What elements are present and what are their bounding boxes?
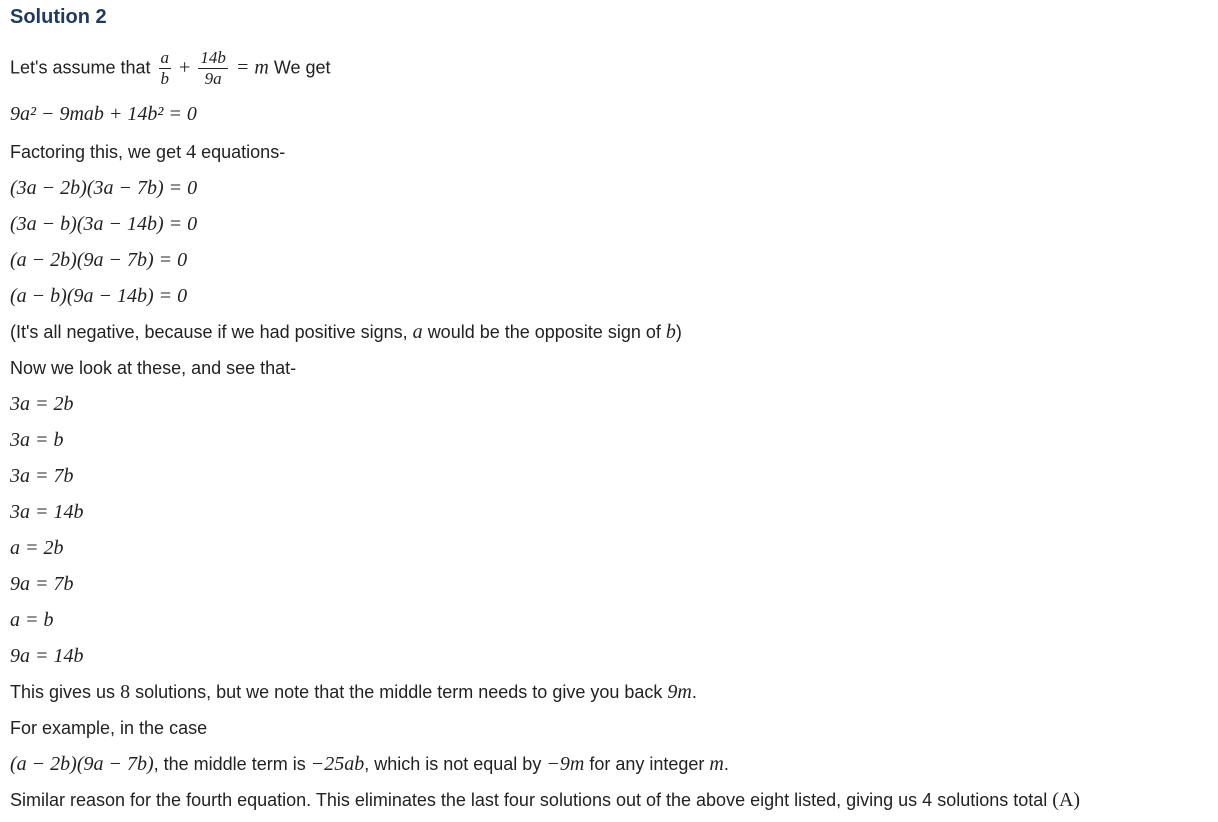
solution-equation: 9a = 7b — [10, 573, 74, 595]
assumption-line — [10, 48, 331, 89]
factor-equation: (3a − b)(3a − 14b) = 0 — [10, 213, 198, 235]
frac1-numerator: a — [160, 48, 170, 67]
factor-equation: (a − b)(9a − 14b) = 0 — [10, 285, 188, 307]
solution-equation: 3a = 2b — [10, 393, 74, 415]
assumption-suffix: We get — [273, 57, 331, 78]
final-line: Similar reason for the fourth equation. This eliminates the last four solutions out of the above eight listed, giving us 4 solutions total (A) — [10, 789, 1081, 811]
fraction-14b-over-9a — [198, 48, 228, 89]
solution-equation: 3a = b — [10, 429, 64, 451]
case-line: (a − 2b)(9a − 7b), the middle term is −25ab, which is not equal by −9m for any integer m. — [10, 753, 729, 775]
plus-sign: + — [179, 56, 191, 79]
gives-line: This gives us 8 solutions, but we note that the middle term needs to give you back 9m. — [10, 681, 697, 703]
equals-m: = m — [235, 56, 269, 79]
frac2-numerator: 14b — [200, 48, 226, 67]
factor-equation: (3a − 2b)(3a − 7b) = 0 — [10, 177, 198, 199]
solution-equation: 3a = 7b — [10, 465, 74, 487]
sign-note: (It's all negative, because if we had positive signs, a would be the opposite sign of b) — [10, 321, 682, 343]
answer-choice: (A) — [1052, 789, 1081, 811]
assumption-prefix: Let's assume that — [10, 57, 151, 78]
quadratic-equation: 9a² − 9mab + 14b² = 0 — [10, 103, 197, 125]
example-line: For example, in the case — [10, 718, 208, 738]
factoring-line: Factoring this, we get 4 equations- — [10, 141, 286, 163]
frac2-denominator: 9a — [204, 69, 222, 88]
now-line: Now we look at these, and see that- — [10, 358, 297, 378]
fraction-a-over-b — [159, 48, 172, 89]
solution-heading: Solution 2 — [10, 6, 107, 28]
solution-equation: 3a = 14b — [10, 501, 84, 523]
solution-equation: a = 2b — [10, 537, 64, 559]
frac1-denominator: b — [160, 69, 170, 88]
solution-equation: a = b — [10, 609, 54, 631]
solution-equation: 9a = 14b — [10, 645, 84, 667]
factor-equation: (a − 2b)(9a − 7b) = 0 — [10, 249, 188, 271]
